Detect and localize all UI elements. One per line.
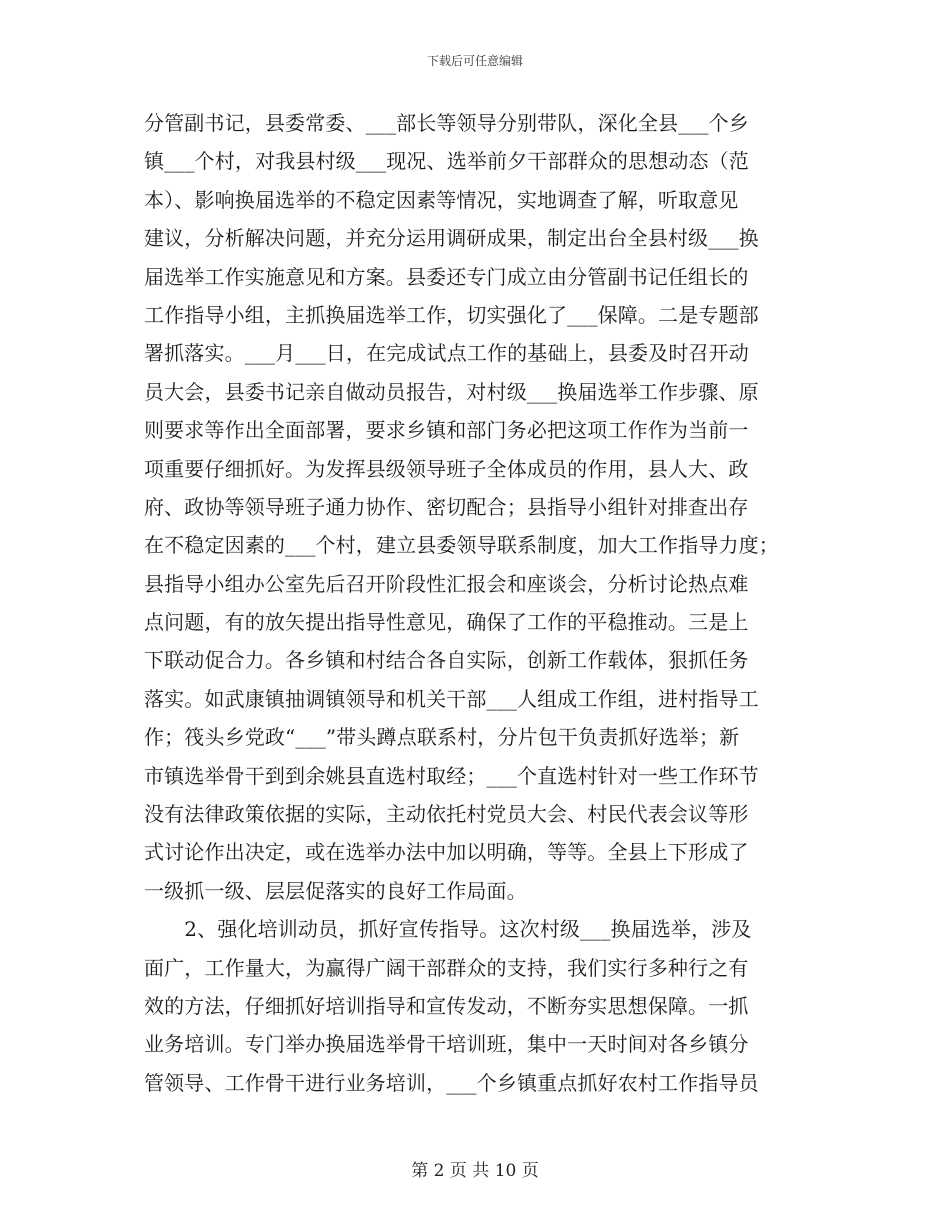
page-number: 第 2 页 共 10 页 bbox=[411, 1161, 539, 1181]
text-line: 2、强化培训动员，抓好宣传指导。这次村级___换届选举，涉及 bbox=[144, 917, 752, 942]
text-line: 面广，工作量大，为赢得广阔干部群众的支持，我们实行多种行之有 bbox=[144, 955, 749, 980]
text-line: 分管副书记，县委常委、___部长等领导分别带队，深化全县___个乡 bbox=[144, 111, 749, 135]
text-line: 府、政协等领导班子通力协作、密切配合；县指导小组针对排查出存 bbox=[144, 494, 749, 519]
text-line: 则要求等作出全面部署，要求乡镇和部门务必把这项工作作为当前一 bbox=[144, 418, 749, 443]
text-line: 管领导、工作骨干进行业务培训，___个乡镇重点抓好农村工作指导员 bbox=[144, 1070, 759, 1095]
text-line: 式讨论作出决定，或在选举办法中加以明确，等等。全县上下形成了 bbox=[144, 840, 749, 865]
text-line: 在不稳定因素的___个村，建立县委领导联系制度，加大工作指导力度； bbox=[144, 533, 779, 558]
text-line: 点问题，有的放矢提出指导性意见，确保了工作的平稳推动。三是上 bbox=[144, 610, 749, 635]
text-line: 县指导小组办公室先后召开阶段性汇报会和座谈会，分析讨论热点难 bbox=[144, 571, 749, 596]
text-line: 没有法律政策依据的实际，主动依托村党员大会、村民代表会议等形 bbox=[144, 802, 749, 827]
text-line: 署抓落实。___月___日，在完成试点工作的基础上，县委及时召开动 bbox=[144, 341, 749, 366]
text-line: 镇___个村，对我县村级___现况、选举前夕干部群众的思想动态（范 bbox=[144, 149, 749, 174]
document-body bbox=[144, 104, 808, 1102]
text-line: 工作指导小组，主抓换届选举工作，切实强化了___保障。二是专题部 bbox=[144, 302, 759, 327]
text-line: 作；筏头乡党政“___”带头蹲点联系村，分片包干负责抓好选举；新 bbox=[144, 725, 740, 750]
page-header-note: 下载后可任意编辑 bbox=[426, 54, 523, 68]
text-line: 届选举工作实施意见和方案。县委还专门成立由分管副书记任组长的 bbox=[144, 264, 749, 289]
text-line: 员大会，县委书记亲自做动员报告，对村级___换届选举工作步骤、原 bbox=[144, 379, 759, 404]
text-line: 建议，分析解决问题，并充分运用调研成果，制定出台全县村级___换 bbox=[144, 226, 759, 251]
text-line: 业务培训。专门举办换届选举骨干培训班，集中一天时间对各乡镇分 bbox=[144, 1032, 749, 1057]
text-line: 效的方法，仔细抓好培训指导和宣传发动，不断夯实思想保障。一抓 bbox=[144, 993, 749, 1018]
text-line: 一级抓一级、层层促落实的良好工作局面。 bbox=[144, 878, 527, 903]
text-line: 项重要仔细抓好。为发挥县级领导班子全体成员的作用，县人大、政 bbox=[144, 456, 749, 481]
text-line: 市镇选举骨干到到余姚县直选村取经；___个直选村针对一些工作环节 bbox=[144, 763, 759, 788]
text-line: 落实。如武康镇抽调镇领导和机关干部___人组成工作组，进村指导工 bbox=[144, 686, 759, 711]
text-line: 本）、影响换届选举的不稳定因素等情况，实地调查了解，听取意见 bbox=[144, 187, 739, 212]
text-line: 下联动促合力。各乡镇和村结合各自实际，创新工作载体，狠抓任务 bbox=[144, 648, 749, 673]
